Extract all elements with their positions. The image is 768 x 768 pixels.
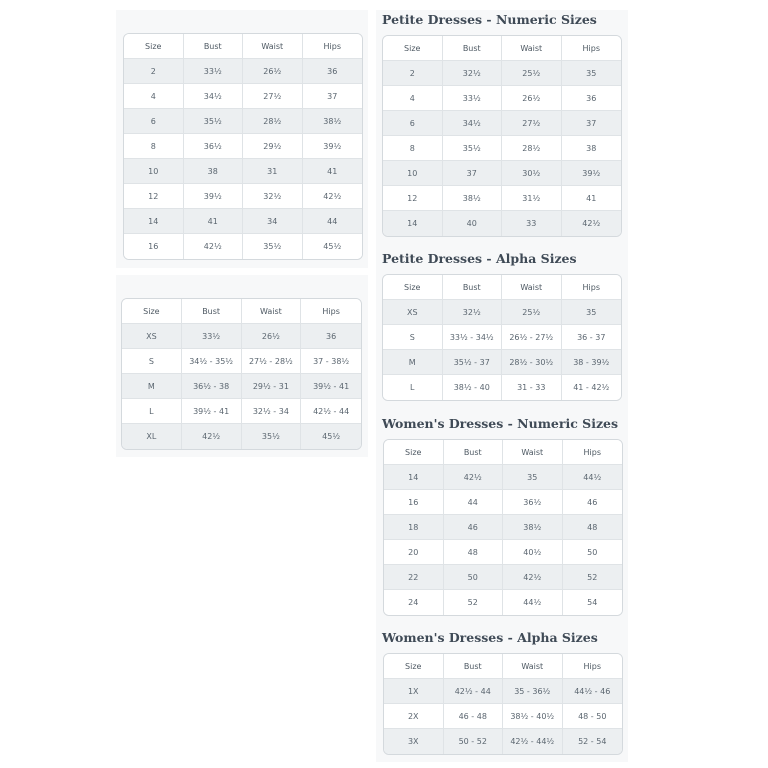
table-cell-hips: 39½ [562,161,622,186]
column-header-size: Size [383,36,443,61]
table-row [122,424,361,449]
column-header-bust: Bust [444,654,504,679]
table-row [122,324,361,349]
table-cell-waist: 36½ [503,490,563,515]
table-row [384,540,622,565]
table-row [384,704,622,729]
table-row [383,136,621,161]
table-cell-bust: 50 - 52 [444,729,504,754]
table-cell-size: 12 [124,184,184,209]
table-cell-bust: 42½ [444,465,504,490]
column-header-size: Size [384,654,444,679]
table-cell-waist: 30½ [502,161,562,186]
petite-numeric-title: Petite Dresses - Numeric Sizes [382,12,597,27]
table-cell-size: S [122,349,182,374]
table-cell-size: 14 [124,209,184,234]
column-header-bust: Bust [182,299,242,324]
table-cell-bust: 42½ - 44 [444,679,504,704]
table-cell-bust: 34½ [443,111,503,136]
table-cell-waist: 28½ - 30½ [502,350,562,375]
table-cell-bust: 32½ [443,61,503,86]
table-row [124,234,362,259]
table-cell-bust: 36½ - 38 [182,374,242,399]
table-row [124,134,362,159]
table-cell-waist: 38½ - 40½ [503,704,563,729]
column-header-size: Size [124,34,184,59]
table-cell-size: 10 [383,161,443,186]
table-cell-hips: 42½ [562,211,622,236]
table-cell-waist: 29½ - 31 [242,374,302,399]
header-row [384,440,622,465]
table-cell-waist: 35½ [243,234,303,259]
table-row [122,374,361,399]
header-row [384,654,622,679]
table-cell-waist: 25½ [502,61,562,86]
table-cell-waist: 27½ [502,111,562,136]
womens-numeric-title: Women's Dresses - Numeric Sizes [382,416,619,431]
table-row [383,186,621,211]
table-cell-bust: 41 [184,209,244,234]
table-row [122,399,361,424]
table-cell-hips: 38 [562,136,622,161]
table-row [383,111,621,136]
table-cell-hips: 37 - 38½ [301,349,361,374]
table-row [383,375,621,400]
table-row [124,84,362,109]
table-cell-waist: 38½ [503,515,563,540]
table-cell-bust: 39½ [184,184,244,209]
table-cell-hips: 44½ [563,465,623,490]
table-cell-size: 3X [384,729,444,754]
table-cell-bust: 39½ - 41 [182,399,242,424]
table-cell-hips: 39½ - 41 [301,374,361,399]
womens-alpha-size-table [383,653,623,755]
table-row [124,184,362,209]
table-row [383,61,621,86]
table-cell-waist: 33 [502,211,562,236]
table-cell-hips: 44½ - 46 [563,679,623,704]
table-cell-bust: 42½ [184,234,244,259]
table-cell-size: 20 [384,540,444,565]
table-row [383,86,621,111]
petite-alpha-size-table [382,274,622,401]
table-cell-size: 8 [383,136,443,161]
table-row [384,679,622,704]
table-cell-size: L [122,399,182,424]
table-cell-hips: 42½ - 44 [301,399,361,424]
table-cell-bust: 35½ [443,136,503,161]
column-header-bust: Bust [443,36,503,61]
table-row [124,209,362,234]
table-cell-bust: 35½ [184,109,244,134]
column-header-size: Size [384,440,444,465]
table-cell-hips: 46 [563,490,623,515]
table-row [384,465,622,490]
table-cell-size: XS [122,324,182,349]
column-header-hips: Hips [563,654,623,679]
table-cell-size: 14 [383,211,443,236]
column-header-bust: Bust [443,275,503,300]
table-row [383,325,621,350]
table-row [383,211,621,236]
table-cell-waist: 26½ [502,86,562,111]
table-row [124,159,362,184]
table-cell-hips: 38 - 39½ [562,350,622,375]
column-header-hips: Hips [562,275,622,300]
table-cell-bust: 35½ - 37 [443,350,503,375]
header-row [124,34,362,59]
table-cell-waist: 26½ [242,324,302,349]
column-header-waist: Waist [502,36,562,61]
table-cell-size: M [122,374,182,399]
womens-alpha-title: Women's Dresses - Alpha Sizes [382,630,598,645]
table-cell-bust: 42½ [182,424,242,449]
table-row [122,349,361,374]
table-row [384,565,622,590]
petite-alpha-title: Petite Dresses - Alpha Sizes [382,251,577,266]
table-cell-waist: 42½ - 44½ [503,729,563,754]
table-cell-size: 10 [124,159,184,184]
column-header-waist: Waist [242,299,302,324]
table-cell-size: 2 [124,59,184,84]
table-cell-size: XL [122,424,182,449]
table-cell-bust: 46 - 48 [444,704,504,729]
table-cell-size: 1X [384,679,444,704]
table-cell-hips: 41 [562,186,622,211]
table-cell-waist: 27½ [243,84,303,109]
table-cell-hips: 36 [301,324,361,349]
table-cell-size: 24 [384,590,444,615]
table-cell-waist: 40½ [503,540,563,565]
header-row [383,275,621,300]
table-cell-waist: 27½ - 28½ [242,349,302,374]
column-header-size: Size [383,275,443,300]
column-header-waist: Waist [502,275,562,300]
misses-alpha-size-table [121,298,362,450]
table-cell-size: 16 [384,490,444,515]
table-cell-hips: 48 - 50 [563,704,623,729]
table-cell-size: 6 [383,111,443,136]
table-cell-bust: 36½ [184,134,244,159]
table-cell-size: 14 [384,465,444,490]
table-cell-size: 2 [383,61,443,86]
table-cell-size: 12 [383,186,443,211]
table-cell-size: 18 [384,515,444,540]
table-cell-size: S [383,325,443,350]
table-cell-bust: 33½ - 34½ [443,325,503,350]
table-cell-hips: 35 [562,61,622,86]
table-cell-waist: 26½ - 27½ [502,325,562,350]
column-header-waist: Waist [503,440,563,465]
table-cell-hips: 36 [562,86,622,111]
header-row [122,299,361,324]
table-row [383,300,621,325]
table-row [384,490,622,515]
table-cell-size: 6 [124,109,184,134]
table-cell-waist: 35 [503,465,563,490]
table-cell-size: M [383,350,443,375]
table-cell-bust: 38½ [443,186,503,211]
table-cell-waist: 32½ [243,184,303,209]
table-cell-waist: 31½ [502,186,562,211]
table-cell-waist: 34 [243,209,303,234]
column-header-hips: Hips [303,34,363,59]
table-cell-hips: 37 [303,84,363,109]
table-cell-bust: 34½ [184,84,244,109]
table-cell-bust: 50 [444,565,504,590]
misses-numeric-size-table [123,33,363,260]
column-header-hips: Hips [563,440,623,465]
column-header-waist: Waist [503,654,563,679]
table-cell-size: 8 [124,134,184,159]
table-cell-waist: 31 - 33 [502,375,562,400]
table-row [124,59,362,84]
column-header-bust: Bust [444,440,504,465]
table-cell-hips: 39½ [303,134,363,159]
table-cell-size: L [383,375,443,400]
table-cell-waist: 28½ [243,109,303,134]
table-cell-bust: 33½ [443,86,503,111]
table-cell-hips: 36 [303,59,363,84]
table-cell-bust: 40 [443,211,503,236]
table-cell-hips: 35 [562,300,622,325]
table-cell-size: 22 [384,565,444,590]
table-cell-waist: 35½ [242,424,302,449]
table-cell-bust: 52 [444,590,504,615]
table-cell-hips: 54 [563,590,623,615]
table-cell-hips: 48 [563,515,623,540]
table-row [384,515,622,540]
table-cell-hips: 44 [303,209,363,234]
table-row [383,161,621,186]
table-row [124,109,362,134]
table-cell-waist: 44½ [503,590,563,615]
table-cell-bust: 32½ [443,300,503,325]
header-row [383,36,621,61]
table-cell-bust: 33½ [182,324,242,349]
womens-numeric-size-table [383,439,623,616]
table-row [384,729,622,754]
table-cell-bust: 33½ [184,59,244,84]
table-cell-waist: 28½ [502,136,562,161]
petite-numeric-size-table [382,35,622,237]
table-cell-hips: 38½ [303,109,363,134]
table-cell-waist: 42½ [503,565,563,590]
table-cell-hips: 52 - 54 [563,729,623,754]
table-cell-waist: 31 [243,159,303,184]
table-cell-size: 4 [124,84,184,109]
column-header-hips: Hips [562,36,622,61]
column-header-waist: Waist [243,34,303,59]
table-cell-size: 2X [384,704,444,729]
table-cell-hips: 45½ [303,234,363,259]
table-cell-hips: 52 [563,565,623,590]
table-cell-bust: 38½ - 40 [443,375,503,400]
table-row [384,590,622,615]
table-cell-hips: 41 [303,159,363,184]
table-cell-hips: 50 [563,540,623,565]
table-cell-size: 16 [124,234,184,259]
table-cell-bust: 48 [444,540,504,565]
column-header-bust: Bust [184,34,244,59]
table-cell-waist: 35 - 36½ [503,679,563,704]
table-cell-size: XS [383,300,443,325]
table-cell-hips: 37 [562,111,622,136]
table-cell-bust: 38 [184,159,244,184]
column-header-size: Size [122,299,182,324]
table-cell-waist: 25½ [502,300,562,325]
table-cell-waist: 32½ - 34 [242,399,302,424]
table-cell-bust: 44 [444,490,504,515]
table-cell-bust: 37 [443,161,503,186]
table-cell-hips: 41 - 42½ [562,375,622,400]
table-cell-hips: 45½ [301,424,361,449]
table-cell-bust: 34½ - 35½ [182,349,242,374]
table-cell-waist: 26½ [243,59,303,84]
table-cell-hips: 42½ [303,184,363,209]
table-cell-size: 4 [383,86,443,111]
table-cell-waist: 29½ [243,134,303,159]
column-header-hips: Hips [301,299,361,324]
table-row [383,350,621,375]
table-cell-bust: 46 [444,515,504,540]
table-cell-hips: 36 - 37 [562,325,622,350]
